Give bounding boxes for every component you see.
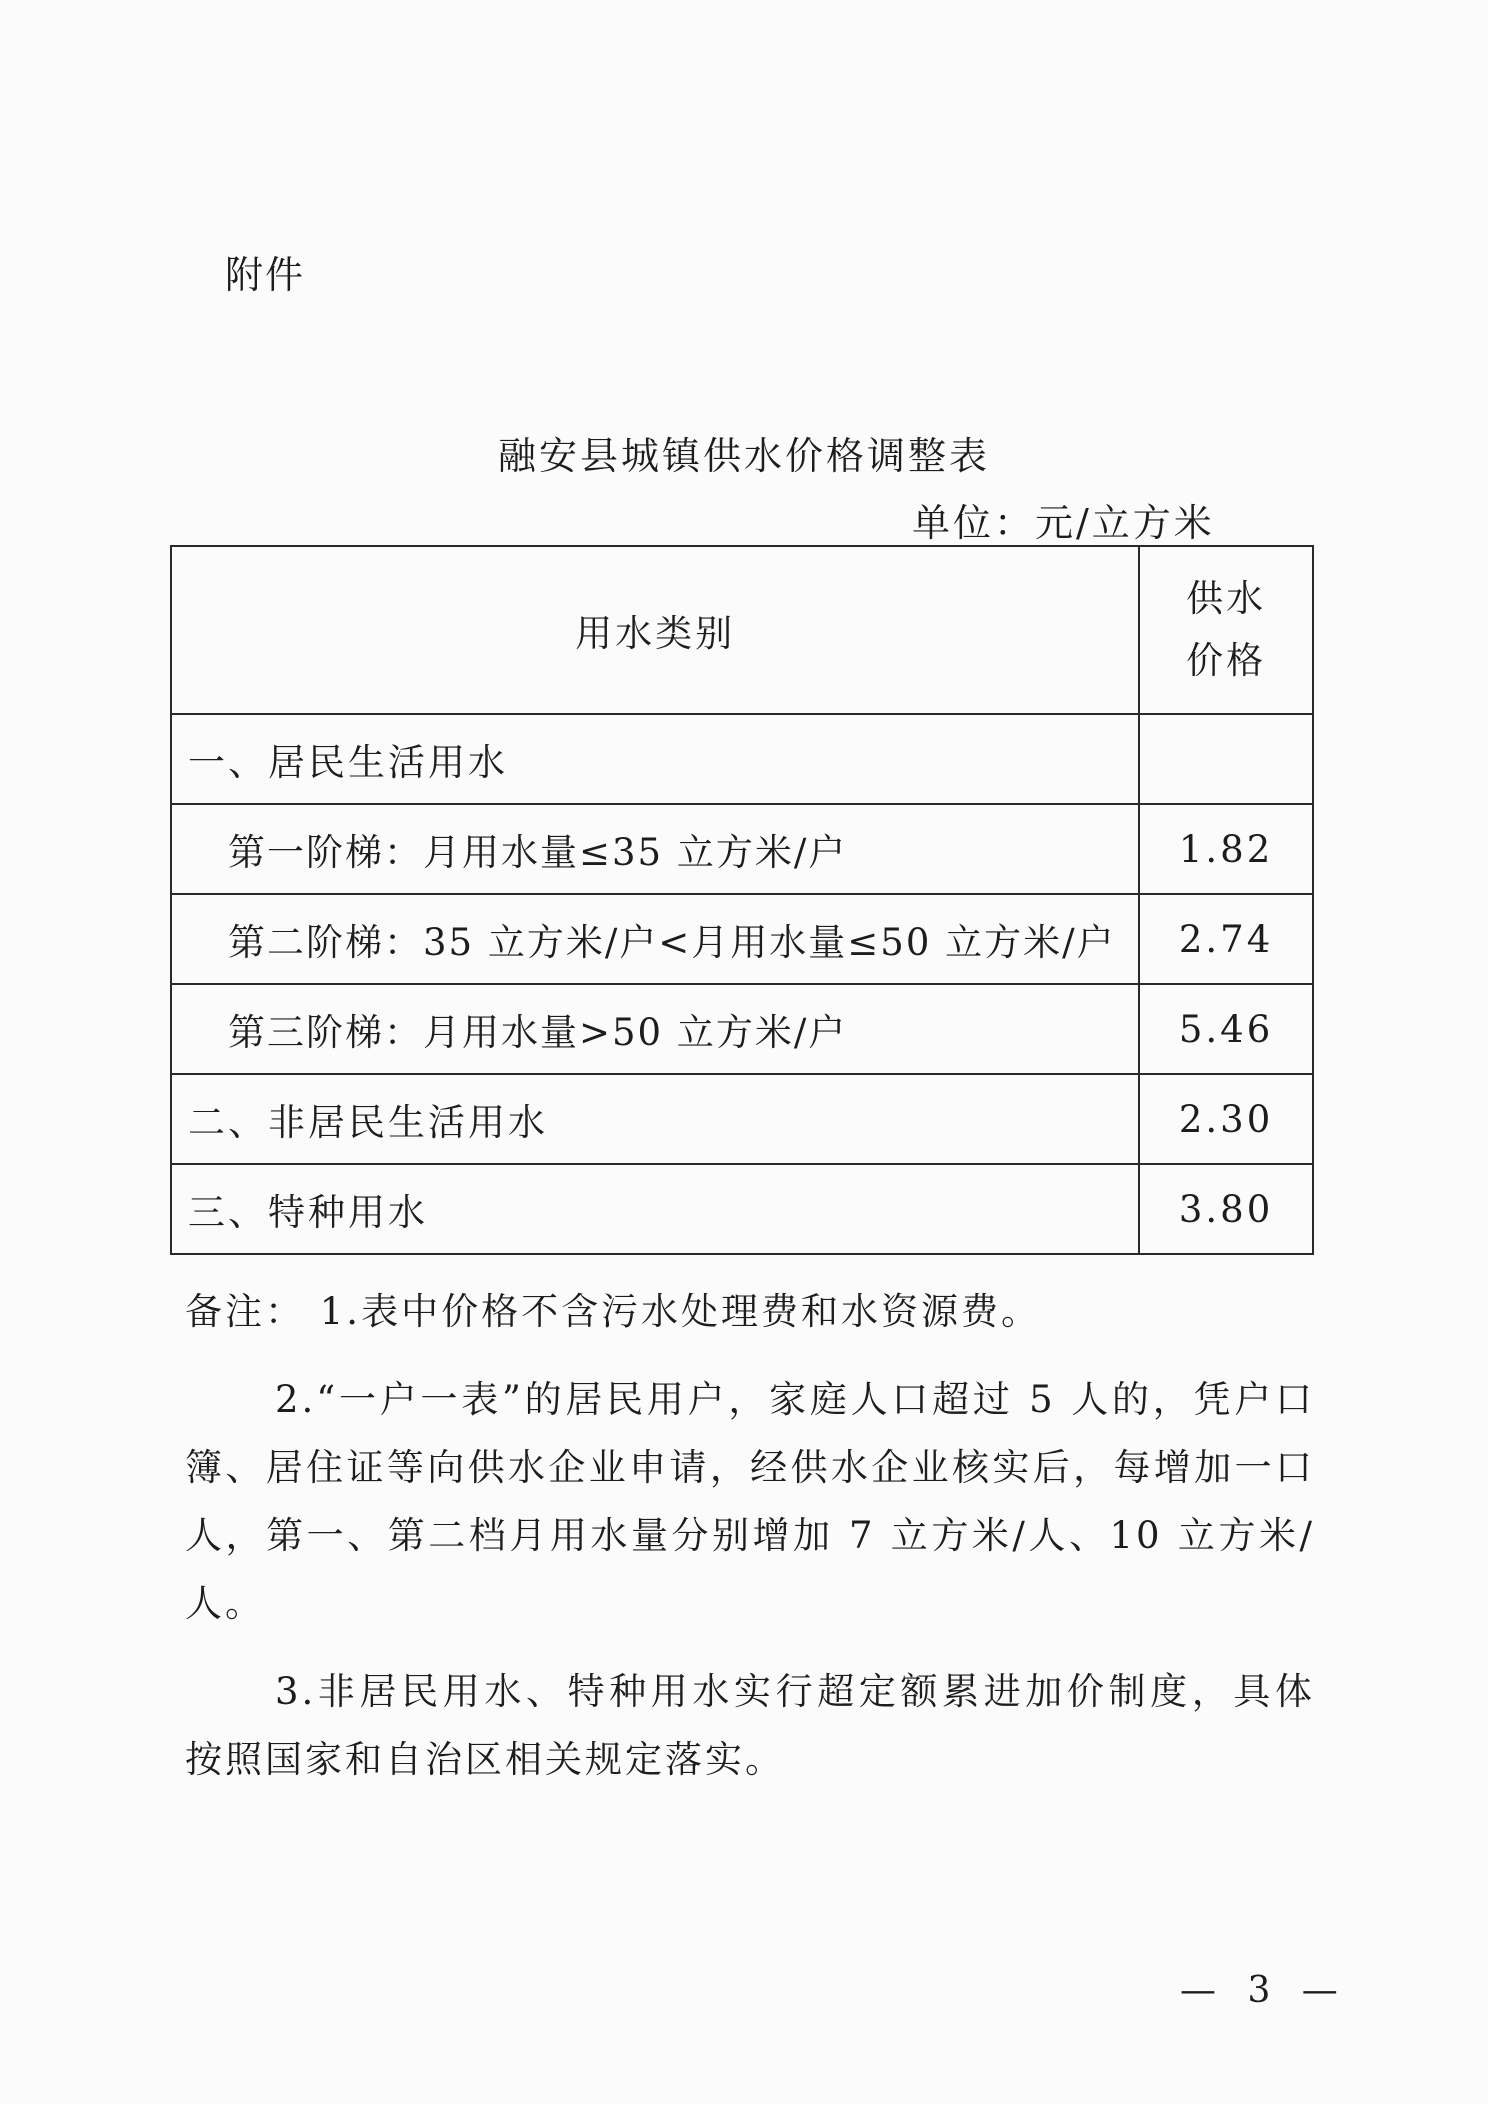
row-price: 2.74	[1139, 894, 1313, 984]
row-price: 2.30	[1139, 1074, 1313, 1164]
row-category: 第一阶梯：月用水量≤35 立方米/户	[171, 804, 1139, 894]
table-row	[171, 1164, 1313, 1254]
page-number: — 3 —	[1180, 1970, 1348, 2011]
row-category: 二、非居民生活用水	[171, 1074, 1139, 1164]
row-category: 第三阶梯：月用水量>50 立方米/户	[171, 984, 1139, 1074]
table-row	[171, 714, 1313, 804]
table-row	[171, 804, 1313, 894]
note-3: 3.非居民用水、特种用水实行超定额累进加价制度，具体按照国家和自治区相关规定落实。	[185, 1670, 1315, 1781]
table-header-row	[171, 546, 1313, 714]
row-price: 5.46	[1139, 984, 1313, 1074]
unit-label: 单位：元/立方米	[912, 501, 1215, 545]
header-price-line2: 价格	[1186, 639, 1267, 682]
table-row	[171, 984, 1313, 1074]
row-category: 第二阶梯：35 立方米/户<月用水量≤50 立方米/户	[171, 894, 1139, 984]
note-2: 2.“一户一表”的居民用户，家庭人口超过 5 人的，凭户口簿、居住证等向供水企业申请，经供水企业核实后，每增加一口人，第一、第二档月用水量分别增加 7 立方米/人、10 立方米/人。	[185, 1378, 1315, 1625]
price-table	[170, 545, 1314, 1255]
row-price: 1.82	[1139, 804, 1313, 894]
attachment-label: 附件	[225, 253, 306, 297]
table-row	[171, 894, 1313, 984]
notes-section	[185, 1278, 1315, 1794]
table-row	[171, 1074, 1313, 1164]
header-category: 用水类别	[171, 546, 1139, 714]
header-price-line1: 供水	[1186, 577, 1267, 620]
row-price	[1139, 714, 1313, 804]
row-category: 一、居民生活用水	[171, 714, 1139, 804]
page-title: 融安县城镇供水价格调整表	[497, 434, 990, 478]
note-1: 备注： 1.表中价格不含污水处理费和水资源费。	[185, 1290, 1042, 1333]
header-price	[1139, 546, 1313, 714]
row-category: 三、特种用水	[171, 1164, 1139, 1254]
row-price: 3.80	[1139, 1164, 1313, 1254]
